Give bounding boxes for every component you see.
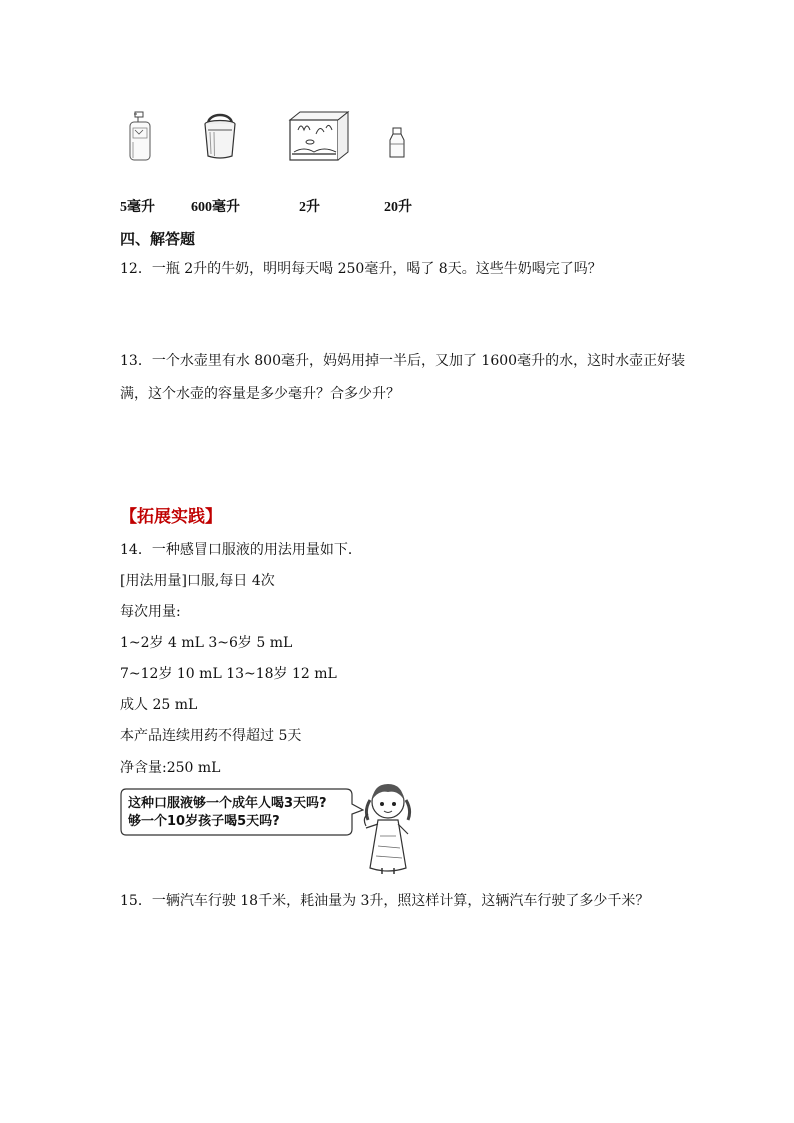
bubble-line-2: 够一个10岁孩子喝5天吗? (128, 814, 280, 829)
question-14-intro: 14．一种感冒口服液的用法用量如下． (120, 542, 362, 558)
question-13-line-1: 13．一个水壶里有水 800毫升，妈妈用掉一半后，又加了 1600毫升的水，这时水壶正好装 (120, 353, 686, 369)
fish-tank-icon (286, 108, 352, 164)
girl-illustration (356, 776, 420, 876)
dosage-line: 每次用量: (120, 604, 181, 620)
option-label-2: 600毫升 (191, 200, 240, 215)
question-15: 15．一辆汽车行驶 18千米，耗油量为 3升，照这样计算，这辆汽车行驶了多少千米？ (120, 893, 650, 909)
dosage-line: [用法用量]口服,每日 4次 (120, 573, 275, 589)
dosage-line: 7~12岁 10 mL 13~18岁 12 mL (120, 666, 337, 682)
bucket-icon (200, 110, 240, 160)
dosage-line: 本产品连续用药不得超过 5天 (120, 728, 302, 744)
bubble-line-1: 这种口服液够一个成年人喝3天吗? (128, 796, 327, 811)
option-label-4: 20升 (384, 200, 412, 215)
dosage-line: 成人 25 mL (120, 697, 198, 713)
lotion-bottle-icon (126, 110, 156, 162)
option-label-1: 5毫升 (120, 200, 155, 215)
dosage-line: 净含量:250 mL (120, 760, 221, 776)
section-heading: 四、解答题 (120, 230, 196, 248)
dosage-line: 1~2岁 4 mL 3~6岁 5 mL (120, 635, 293, 651)
extension-heading: 【拓展实践】 (120, 507, 222, 527)
question-13-line-2: 满，这个水壶的容量是多少毫升？合多少升？ (120, 386, 400, 402)
question-12: 12．一瓶 2升的牛奶，明明每天喝 250毫升，喝了 8天。这些牛奶喝完了吗？ (120, 261, 602, 277)
small-bottle-icon (386, 126, 408, 160)
option-label-3: 2升 (299, 200, 320, 215)
